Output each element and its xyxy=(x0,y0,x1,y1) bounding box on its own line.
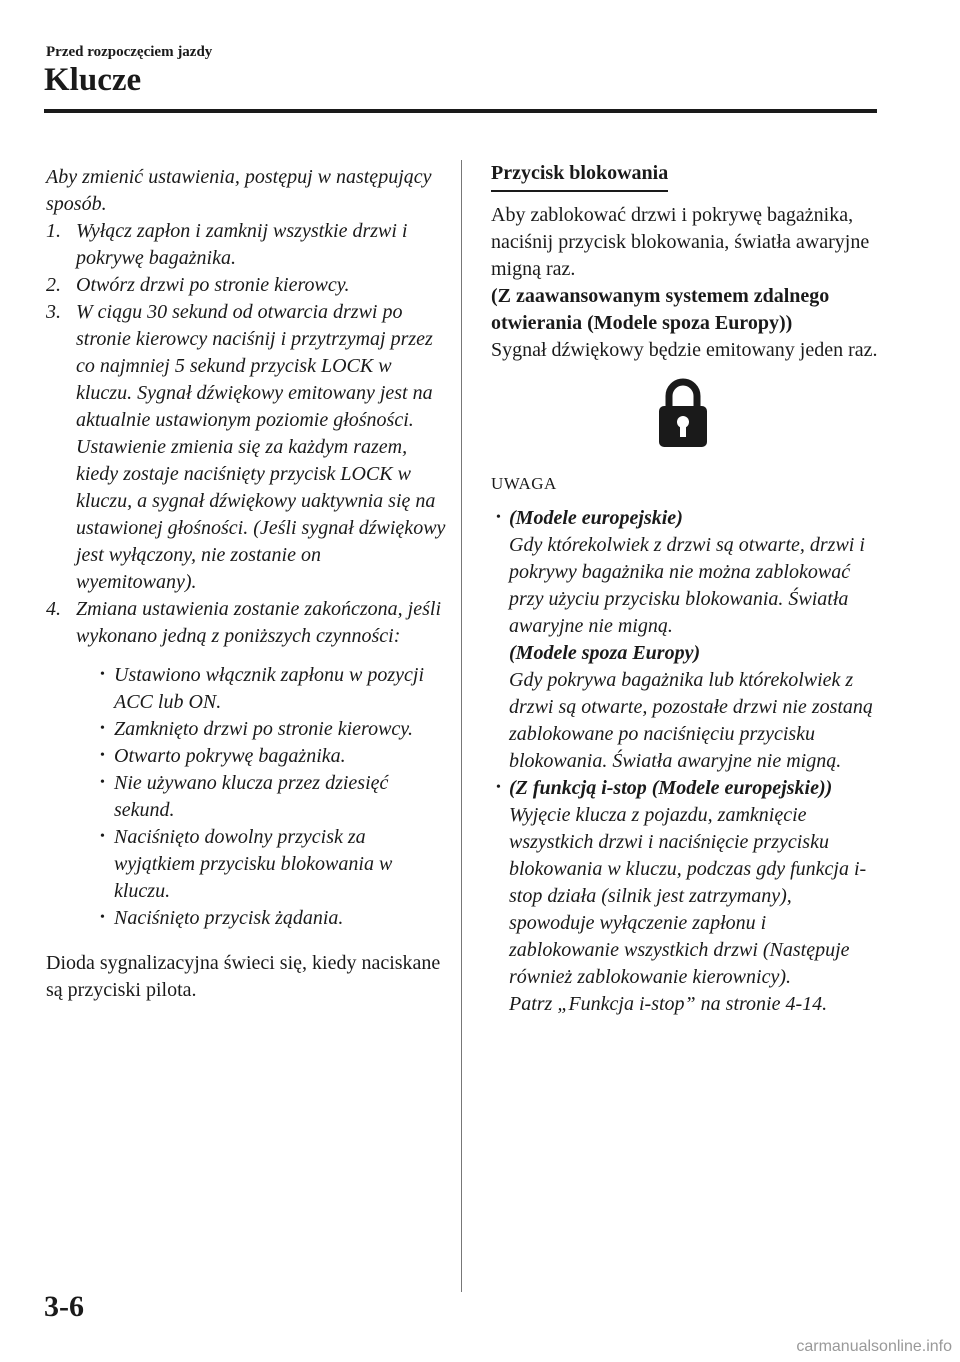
column-divider xyxy=(461,160,462,1292)
note-item xyxy=(509,775,881,1018)
substep-item: • Otwarto pokrywę bagażnika. xyxy=(100,743,446,770)
header-rule xyxy=(44,109,877,113)
step-item xyxy=(46,299,446,596)
steps-list xyxy=(46,218,446,932)
substep-item: • Ustawiono włącznik zapłonu w pozycji ACC lub ON. xyxy=(100,662,446,716)
substep-item: • Zamknięto drzwi po stronie kierowcy. xyxy=(100,716,446,743)
step-text: W ciągu 30 sekund od otwarcia drzwi po stronie kierowcy naciśnij i przytrzymaj przez co najmniej 5 sekund przycisk LOCK w kluczu. Sygnał dźwiękowy emitowany jest na aktualnie ustawionym poziomie głośności. Ustawienie zmienia się za każdym razem, kiedy zostaje naciśnięty przycisk LOCK w kluczu, a sygnał dźwiękowy uaktywnia się na ustawionej głośności. (Jeśli sygnał dźwiękowy jest wyłączony, nie zostanie on wyemitowany). xyxy=(76,301,446,593)
remote-system-note: (Z zaawansowanym systemem zdalnego otwierania (Modele spoza Europy)) xyxy=(491,285,830,334)
note-text: Wyjęcie klucza z pojazdu, zamknięcie wszystkich drzwi i naciśnięcie przycisku blokowania w kluczu, podczas gdy funkcja i-stop działa (silnik jest zatrzymany), spowoduje wyłączenie zapłonu i zablokowanie wszystkich drzwi (Następuje również zablokowanie kierownicy). xyxy=(509,804,867,988)
step-number: 1. xyxy=(46,220,61,242)
section-header: Przed rozpoczęciem jazdy xyxy=(46,44,213,60)
substeps-list xyxy=(76,662,446,932)
right-column xyxy=(491,160,881,1018)
page-number: 3-6 xyxy=(44,1290,84,1323)
left-column xyxy=(46,164,446,1004)
step-text: Zmiana ustawienia zostanie zakończona, jeśli wykonano jedną z poniższych czynności: xyxy=(76,598,441,647)
step-item xyxy=(46,272,446,299)
intro-text: Aby zmienić ustawienia, postępuj w następujący sposób. xyxy=(46,166,432,215)
notes-list xyxy=(491,505,881,1018)
note-label: UWAGA xyxy=(491,474,557,493)
page-title: Klucze xyxy=(44,62,142,98)
note-item xyxy=(509,505,881,775)
lock-icon-wrap xyxy=(491,376,881,456)
step-number: 2. xyxy=(46,274,61,296)
indicator-text: Dioda sygnalizacyjna świeci się, kiedy naciskane są przyciski pilota. xyxy=(46,952,441,1001)
substep-item: • Naciśnięto przycisk żądania. xyxy=(100,905,446,932)
watermark: carmanualsonline.info xyxy=(796,1338,952,1355)
lock-description: Aby zablokować drzwi i pokrywę bagażnika, naciśnij przycisk blokowania, światła awaryjne migną raz. xyxy=(491,204,870,280)
note-title: (Modele spoza Europy) xyxy=(509,642,701,664)
step-item xyxy=(46,218,446,272)
step-number: 3. xyxy=(46,301,61,323)
step-item xyxy=(46,596,446,932)
note-text: Gdy pokrywa bagażnika lub którekolwiek z drzwi są otwarte, pozostałe drzwi nie zostaną zablokowane po naciśnięciu przycisku blokowania. Światła awaryjne nie migną. xyxy=(509,669,873,772)
substep-item: • Nie używano klucza przez dziesięć sekund. xyxy=(100,770,446,824)
note-reference: Patrz „Funkcja i-stop” na stronie 4-14. xyxy=(509,993,828,1015)
lock-button-heading: Przycisk blokowania xyxy=(491,160,668,192)
note-title: • (Modele europejskie) xyxy=(509,507,683,529)
beep-description: Sygnał dźwiękowy będzie emitowany jeden raz. xyxy=(491,339,878,361)
note-title: • (Z funkcją i-stop (Modele europejskie)) xyxy=(509,777,833,799)
step-text: Otwórz drzwi po stronie kierowcy. xyxy=(76,274,350,296)
lock-icon xyxy=(657,376,709,448)
step-number: 4. xyxy=(46,598,61,620)
step-text: Wyłącz zapłon i zamknij wszystkie drzwi i pokrywę bagażnika. xyxy=(76,220,408,269)
note-text: Gdy którekolwiek z drzwi są otwarte, drzwi i pokrywy bagażnika nie można zablokować przy użyciu przycisku blokowania. Światła awaryjne nie migną. xyxy=(509,534,865,637)
substep-item: • Naciśnięto dowolny przycisk za wyjątkiem przycisku blokowania w kluczu. xyxy=(100,824,446,905)
